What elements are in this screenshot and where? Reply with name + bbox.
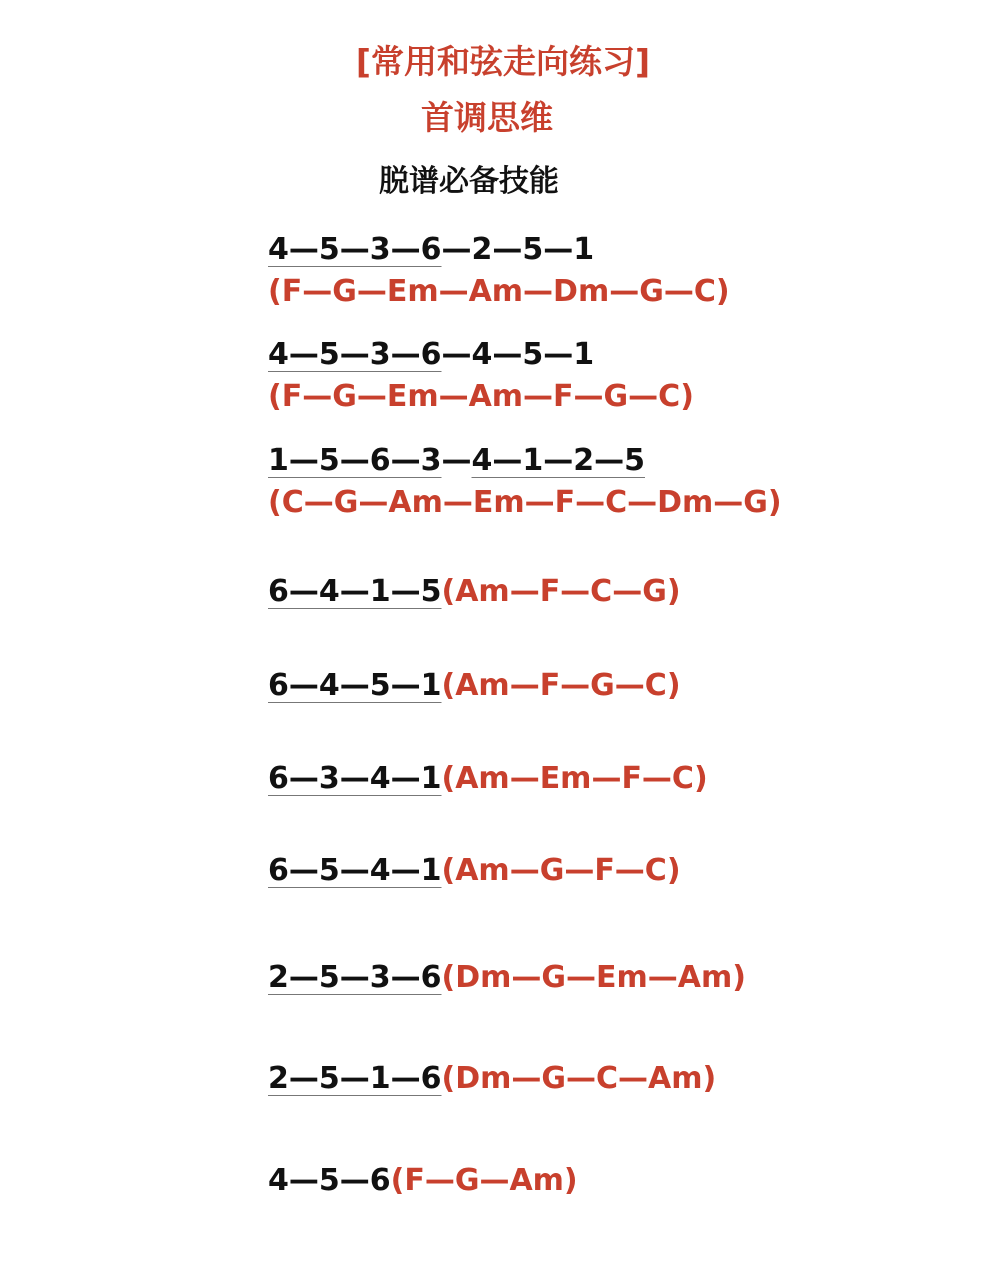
chord-names: (F—G—Am)	[390, 1163, 578, 1198]
page-title: [常用和弦走向练习]	[355, 42, 651, 81]
scale-degrees: 6—5—4—1	[268, 853, 442, 888]
scale-degrees: 4—1—2—5	[471, 443, 645, 478]
scale-degrees: 6—3—4—1	[268, 761, 442, 796]
progression-item	[268, 853, 681, 889]
scale-degrees: 4—5—3—6	[268, 232, 442, 267]
scale-degrees: 4—5—3—6	[268, 337, 442, 372]
progression-item	[268, 761, 708, 797]
progression-item	[268, 232, 730, 310]
scale-degrees: 6—4—1—5	[268, 574, 442, 609]
page-tagline: 脱谱必备技能	[379, 164, 559, 199]
chord-names: (Am—Em—F—C)	[441, 761, 708, 796]
chord-names: (Am—F—C—G)	[441, 574, 681, 609]
progression-item	[268, 574, 681, 610]
scale-degrees: —2—5—1	[441, 232, 595, 267]
progression-item	[268, 443, 782, 521]
chord-names: (C—G—Am—Em—F—C—Dm—G)	[268, 485, 782, 520]
scale-degrees: —4—5—1	[441, 337, 595, 372]
chord-names: (F—G—Em—Am—F—G—C)	[268, 379, 694, 414]
progression-item	[268, 337, 694, 415]
page-subtitle: 首调思维	[421, 98, 553, 137]
chord-names: (Dm—G—Em—Am)	[441, 960, 746, 995]
progression-item	[268, 668, 681, 704]
chord-names: (F—G—Em—Am—Dm—G—C)	[268, 274, 730, 309]
chord-names: (Am—F—G—C)	[441, 668, 681, 703]
scale-degrees: —	[441, 443, 472, 478]
progression-item	[268, 960, 746, 996]
chord-names: (Am—G—F—C)	[441, 853, 681, 888]
scale-degrees: 1—5—6—3	[268, 443, 442, 478]
scale-degrees: 4—5—6	[268, 1163, 391, 1198]
progression-item	[268, 1061, 716, 1097]
scale-degrees: 2—5—3—6	[268, 960, 442, 995]
scale-degrees: 2—5—1—6	[268, 1061, 442, 1096]
progression-item	[268, 1163, 578, 1199]
scale-degrees: 6—4—5—1	[268, 668, 442, 703]
chord-names: (Dm—G—C—Am)	[441, 1061, 717, 1096]
